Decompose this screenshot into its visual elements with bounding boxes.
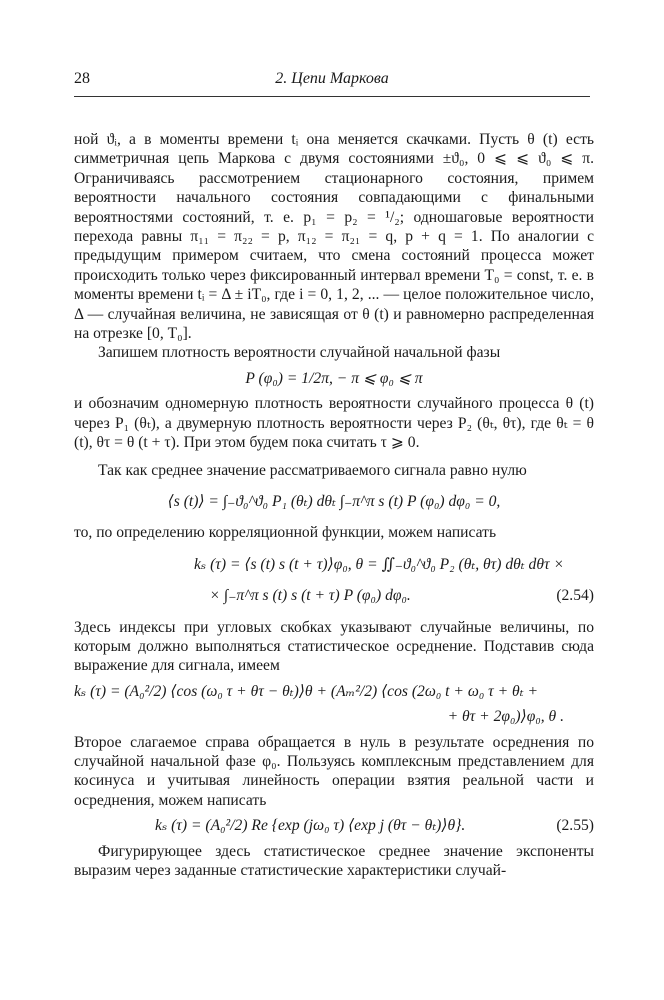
paragraph: Так как среднее значение рассматриваемого сигнала равно нулю bbox=[98, 461, 527, 479]
equation-text: kₛ (τ) = (A₀²/2) Re {exp (jω₀ τ) ⟨exp j (θτ − θₜ)⟩θ}. bbox=[155, 817, 466, 835]
equation-text: kₛ (τ) = (A₀²/2) ⟨cos (ω₀ τ + θτ − θₜ)⟩θ + (Aₘ²/2) ⟨cos (2ω₀ t + ω₀ τ + θₜ + bbox=[74, 682, 538, 700]
paragraph: ной ϑᵢ, а в моменты времени tᵢ она меняется скачками. Пусть θ (t) есть симметричная цепь Маркова с двумя состояниями ±ϑ₀, 0 ⩽ ⩽ ϑ₀ ⩽ π. Ограничиваясь рассмотрением стационарного состояния, примем вероятности начального состояния совпадающими с финальными вероятностями состояний, т. е. p₁ = p₂ = ¹/₂; одношаговые вероятности перехода равны π₁₁ = π₂₂ = p, π₁₂ = π₂₁ = q, p + q = 1. По аналогии с предыдущим примером считаем, что смена состояний процесса может происходить только через фиксированный интервал времени T₀ = const, т. е. в моменты времени tᵢ = Δ ± iT₀, где i = 0, 1, 2, ... — целое положительное число, Δ — случайная величина, не зависящая от θ (t) и равномерно распределенная на отрезке [0, T₀]. bbox=[74, 131, 594, 343]
page-header bbox=[74, 62, 590, 92]
header-rule bbox=[74, 96, 590, 97]
equation-complex bbox=[74, 816, 594, 835]
equation-text: P (φ₀) = 1/2π, − π ⩽ φ₀ ⩽ π bbox=[245, 369, 423, 387]
equation-text: kₛ (τ) = ⟨s (t) s (t + τ)⟩φ₀, θ = ∬₋ϑ₀^ϑ₀ P₂ (θₜ, θτ) dθₜ dθτ × bbox=[194, 555, 564, 573]
equation-correlation-line2 bbox=[74, 586, 594, 605]
paragraph: Здесь индексы при угловых скобках указывают случайные величины, по которым должно выполняться статистическое осреднение. Подставив сюда выражение для сигнала, имеем bbox=[74, 618, 594, 675]
equation-density bbox=[74, 369, 594, 388]
page-body bbox=[74, 130, 594, 880]
paragraph: Фигурирующее здесь статистическое среднее значение экспоненты выразим через заданные статистические характеристики случай- bbox=[74, 842, 594, 879]
equation-number: (2.54) bbox=[556, 587, 594, 605]
chapter-title: 2. Цепи Маркова bbox=[275, 70, 389, 87]
equation-correlation-line1 bbox=[74, 555, 594, 574]
equation-substitution-line1 bbox=[74, 682, 594, 701]
equation-number: (2.55) bbox=[556, 817, 594, 835]
paragraph: Второе слагаемое справа обращается в нуль в результате осреднения по случайной начальной фазе φ₀. Пользуясь комплексным представлением для косинуса и учитывая линейность операции взятия реальной части и осреднения, можем написать bbox=[74, 733, 594, 809]
equation-substitution-line2 bbox=[74, 707, 594, 726]
equation-text: × ∫₋π^π s (t) s (t + τ) P (φ₀) dφ₀. bbox=[209, 587, 411, 605]
paragraph: то, по определению корреляционной функции, можем написать bbox=[74, 524, 497, 542]
page-number: 28 bbox=[74, 70, 90, 87]
paragraph: Запишем плотность вероятности случайной начальной фазы bbox=[98, 344, 501, 362]
equation-text: + θτ + 2φ₀)⟩φ₀, θ . bbox=[447, 708, 564, 726]
paragraph: и обозначим одномерную плотность вероятности случайного процесса θ (t) через P₁ (θₜ), а двумерную плотность вероятности через P₂ (θₜ, θτ), где θₜ = θ (t), θτ = θ (t + τ). При этом будем пока считать τ ⩾ 0. bbox=[74, 395, 594, 452]
equation-text: ⟨s (t)⟩ = ∫₋ϑ₀^ϑ₀ P₁ (θₜ) dθₜ ∫₋π^π s (t) P (φ₀) dφ₀ = 0, bbox=[167, 492, 501, 510]
equation-mean-zero bbox=[74, 492, 594, 511]
